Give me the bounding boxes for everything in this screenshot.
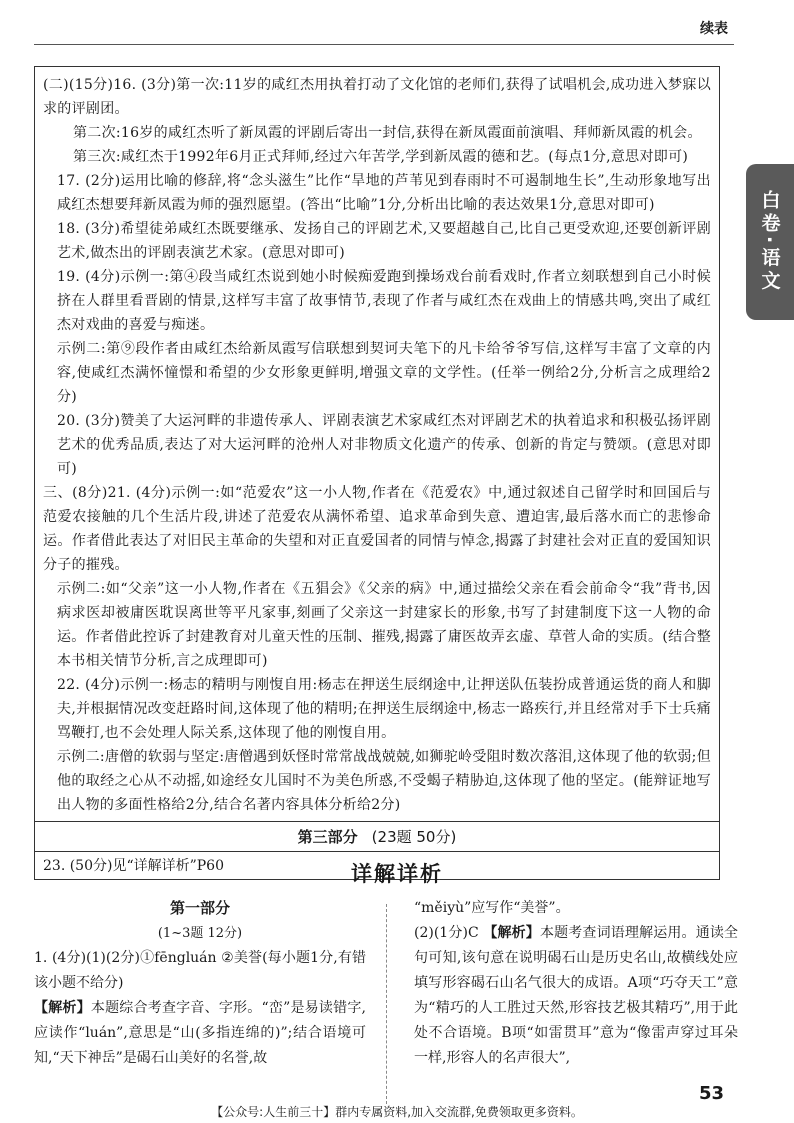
left-column	[34, 896, 366, 1071]
answer-16: (二)(15分)16. (3分)第一次:11岁的咸红杰用执着打动了文化馆的老师们,获得了试唱机会,成功进入梦寐以求的评剧团。	[43, 77, 711, 117]
column-divider	[386, 904, 387, 1104]
part3-score: (23题 50分)	[371, 828, 457, 846]
part3-title: 第三部分	[297, 828, 358, 846]
subject-side-tab: 白卷·语文	[746, 164, 794, 320]
right-column	[414, 896, 738, 1071]
answer-18: 18. (3分)希望徒弟咸红杰既要继承、发扬自己的评剧艺术,又要超越自己,比自己更受欢迎,还要创新评剧艺术,做杰出的评剧表演艺术家。(意思对即可)	[57, 221, 711, 261]
answer-table	[34, 66, 720, 880]
analysis-tag: 【解析】	[34, 1000, 91, 1016]
answer-content	[35, 67, 719, 821]
analysis-tag: 【解析】	[483, 925, 540, 941]
explanation-q1-analysis	[34, 996, 366, 1071]
explanation-q1-continued: “měiyù”应写作“美誉”。	[414, 900, 570, 916]
answer-20: 20. (3分)赞美了大运河畔的非遗传承人、评剧表演艺术家咸红杰对评剧艺术的执着追求和积极弘扬评剧艺术的优秀品质,表达了对大运河畔的沧州人对非物质文化遗产的传承、创新的肯定与赞颂。(意思对即可)	[57, 413, 711, 477]
explanation-q1: 1. (4分)(1)(2分)①fēngluán ②美誉(每小题1分,有错该小题不给分)	[34, 950, 366, 991]
answer-19-example-1: 19. (4分)示例一:第④段当咸红杰说到她小时候痴爱跑到操场戏台前看戏时,作者立刻联想到自己小时候挤在人群里看晋剧的情景,这样写丰富了故事情节,表现了作者与咸红杰在戏曲上的情感共鸣,突出了咸红杰对戏曲的喜爱与痴迷。	[57, 269, 711, 333]
analysis-text: 本题考查词语理解运用。通读全句可知,该句意在说明碣石山是历史名山,故横线处应填写形容碣石山名气很大的成语。A项“巧夺天工”意为“精巧的人工胜过天然,形容技艺极其精巧”,用于此处不合语境。B项“如雷贯耳”意为“像雷声穿过耳朵一样,形容人的名声很大”,	[414, 925, 739, 1066]
top-rule	[34, 44, 734, 45]
answer-17: 17. (2分)运用比喻的修辞,将“念头滋生”比作“旱地的芦苇见到春雨时不可遏制地生长”,生动形象地写出咸红杰想要拜新凤霞为师的强烈愿望。(答出“比喻”1分,分析出比喻的表达效果1分,意思对即可)	[57, 173, 711, 213]
footer-note: 【公众号:人生前三十】群内专属资料,加入交流群,免费领取更多资料。	[211, 1105, 583, 1119]
part1-title: 第一部分	[169, 899, 230, 917]
continued-label: 续表	[700, 21, 728, 37]
answer-21-example-2: 示例二:如“父亲”这一小人物,作者在《五猖会》《父亲的病》中,通过描绘父亲在看会前命令“我”背书,因病求医却被庸医耽误离世等平凡家事,刻画了父亲这一封建家长的形象,书写了封建制度下这一人物的命运。作者借此控诉了封建教育对儿童天性的压制、摧残,揭露了庸医故弄玄虚、草菅人命的实质。(结合整本书相关情节分析,言之成理即可)	[57, 581, 712, 669]
answer-22-example-1: 22. (4分)示例一:杨志的精明与刚愎自用:杨志在押送生辰纲途中,让押送队伍装扮成普通运货的商人和脚夫,并根据情况改变赶路时间,这体现了他的精明;在押送生辰纲途中,杨志一路疾行,并且经常对手下士兵痛骂鞭打,也不会处理人际关系,这体现了他的刚愎自用。	[57, 677, 711, 741]
part1-subtitle: (1~3题 12分)	[157, 926, 243, 941]
answer-22-example-2: 示例二:唐僧的软弱与坚定:唐僧遇到妖怪时常常战战兢兢,如狮驼岭受阻时数次落泪,这体现了他的软弱;但他的取经之心从不动摇,如途经女儿国时不为美色所惑,不受蝎子精胁迫,这体现了他的坚定。(能辩证地写出人物的多面性格给2分,结合名著内容具体分析给2分)	[57, 749, 711, 813]
part3-header	[35, 821, 719, 851]
explanation-q2	[414, 921, 738, 1071]
answer-16-third: 第三次:咸红杰于1992年6月正式拜师,经过六年苦学,学到新凤霞的德和艺。(每点1分,意思对即可)	[73, 149, 689, 165]
answer-16-second: 第二次:16岁的咸红杰听了新凤霞的评剧后寄出一封信,获得在新凤霞面前演唱、拜师新凤霞的机会。	[73, 125, 702, 141]
answer-23: 23. (50分)见“详解详析”P60	[35, 851, 719, 879]
answer-19-example-2: 示例二:第⑨段作者由咸红杰给新凤霞写信联想到契诃夫笔下的凡卡给爷爷写信,这样写丰富了文章的内容,使咸红杰满怀憧憬和希望的少女形象更鲜明,增强文章的文学性。(任举一例给2分,分析言之成理给2分)	[57, 341, 711, 405]
q2-answer: (2)(1分)C	[414, 925, 484, 941]
section-title: 详解详析	[351, 862, 443, 886]
page-number: 53	[698, 1083, 724, 1104]
answer-21-example-1: 三、(8分)21. (4分)示例一:如“范爱农”这一小人物,作者在《范爱农》中,通过叙述自己留学时和回国后与范爱农接触的几个生活片段,讲述了范爱农从满怀希望、追求革命到失意、遭迫害,最后落水而亡的悲惨命运。作者借此表达了对旧民主革命的失望和对正直爱国者的同情与悼念,揭露了封建社会对正直的爱国知识分子的摧残。	[43, 485, 711, 573]
analysis-text: 本题综合考查字音、字形。“峦”是易读错字,应读作“luán”,意思是“山(多指连绵的)”;结合语境可知,“天下神岳”是碣石山美好的名誉,故	[34, 1000, 367, 1066]
